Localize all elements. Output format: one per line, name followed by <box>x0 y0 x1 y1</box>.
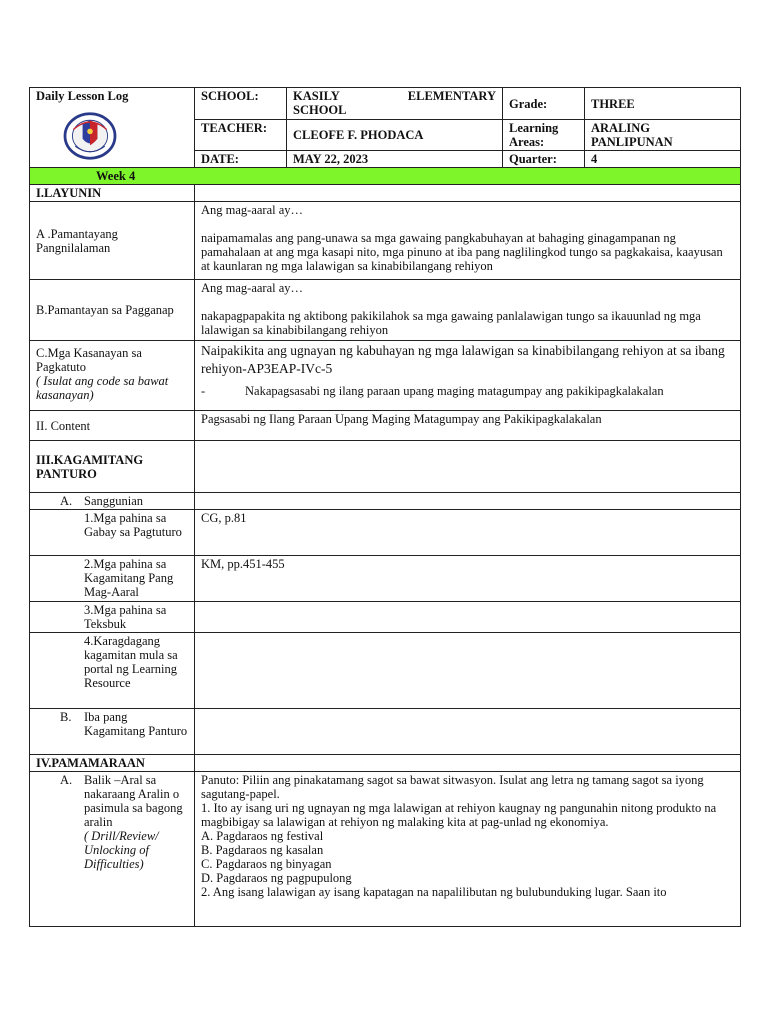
layunin-heading: I.LAYUNIN <box>30 185 195 202</box>
document-title: Daily Lesson Log <box>36 89 129 103</box>
karagdagang-kagamitan-value <box>195 633 741 709</box>
school-word-1: KASILY <box>293 89 340 103</box>
balik-aral-label: Balik –Aral sa nakaraang Aralin o pasimula sa bagong aralin <box>84 773 183 829</box>
content-value: Pagsasabi ng Ilang Paraan Upang Maging Matagumpay ang Pakikipagkalakalan <box>195 411 741 441</box>
gabay-value: CG, p.81 <box>195 510 741 556</box>
pamantayang-pangnilalaman-label: A .Pamantayang Pangnilalaman <box>30 202 195 280</box>
pamamaraan-empty <box>195 755 741 772</box>
daily-lesson-log-table <box>29 87 741 927</box>
content-label: II. Content <box>30 411 195 441</box>
date-value: MAY 22, 2023 <box>287 151 503 168</box>
teacher-value: CLEOFE F. PHODACA <box>287 120 503 151</box>
balik-aral-note: ( Drill/Review/ Unlocking of Difficulties) <box>84 829 159 871</box>
week-label: Week 4 <box>96 169 136 183</box>
school-value <box>287 88 503 120</box>
teksbuk-label: 3.Mga pahina sa Teksbuk <box>30 602 195 633</box>
school-word-3: SCHOOL <box>293 103 347 117</box>
date-label: DATE: <box>195 151 287 168</box>
sanggunian-num: A. <box>60 494 73 508</box>
balik-aral-num: A. <box>60 773 73 787</box>
pagganap-intro: Ang mag-aaral ay… <box>201 281 304 295</box>
question-2: 2. Ang isang lalawigan ay isang kapatagan na napalilibutan ng bulubunduking lugar. Saan ito <box>201 885 667 899</box>
grade-label: Grade: <box>503 88 585 120</box>
kagamitan-heading: III.KAGAMITANG PANTURO <box>30 441 195 493</box>
kagamitan-empty <box>195 441 741 493</box>
iba-pang-num: B. <box>60 710 72 724</box>
learning-value-line-1: ARALING <box>591 121 651 135</box>
iba-pang-text: Iba pang Kagamitang Panturo <box>84 710 188 738</box>
pangnilalaman-intro: Ang mag-aaral ay… <box>201 203 304 217</box>
grade-value: THREE <box>585 88 741 120</box>
kagamitang-pang-mag-aaral-label: 2.Mga pahina sa Kagamitang Pang Mag-Aaral <box>30 556 195 602</box>
question-1: 1. Ito ay isang uri ng ugnayan ng mga lalawigan at rehiyon kaugnay ng pangunahin nitong produkto na magbibigay sa lalawigan at rehiyon ng malaking kita at pag-unlad ng ekonomiya. <box>201 801 717 829</box>
option-a: A. Pagdaraos ng festival <box>201 829 324 843</box>
karagdagang-kagamitan-label: 4.Karagdagang kagamitan mula sa portal ng Learning Resource <box>30 633 195 709</box>
balik-aral-label-cell <box>30 772 195 927</box>
gabay-label: 1.Mga pahina sa Gabay sa Pagtuturo <box>30 510 195 556</box>
deped-seal-icon <box>62 111 118 161</box>
school-label: SCHOOL: <box>195 88 287 120</box>
option-d: D. Pagdaraos ng pagpupulong <box>201 871 352 885</box>
title-cell <box>30 88 195 168</box>
panuto-text: Panuto: Piliin ang pinakatamang sagot sa bawat sitwasyon. Isulat ang letra ng tamang sagot sa iyong sagutang-papel. <box>201 773 704 801</box>
kasanayan-note: ( Isulat ang code sa bawat kasanayan) <box>36 374 169 402</box>
pagganap-text: nakapagpapakita ng aktibong pakikilahok sa mga gawaing panlalawigan tungo sa ikauunlad ng mga lalawigan sa kinabibilangang rehiyon <box>201 309 701 337</box>
week-banner <box>30 168 741 185</box>
kasanayan-bullet: - <box>201 384 206 398</box>
school-word-2: ELEMENTARY <box>407 89 496 103</box>
learning-areas-value <box>585 120 741 151</box>
iba-pang-kagamitan-label <box>30 709 195 755</box>
sanggunian-empty <box>195 493 741 510</box>
kasanayan-label-cell <box>30 341 195 411</box>
kasanayan-text: Naipakikita ang ugnayan ng kabuhayan ng mga lalawigan sa kinabibilangang rehiyon at sa ibang rehiyon-AP3EAP-IVc-5 <box>201 343 725 376</box>
option-c: C. Pagdaraos ng binyagan <box>201 857 332 871</box>
layunin-empty <box>195 185 741 202</box>
teacher-label: TEACHER: <box>195 120 287 151</box>
kasanayan-label: C.Mga Kasanayan sa Pagkatuto <box>36 346 142 374</box>
pangnilalaman-text: naipamamalas ang pang-unawa sa mga gawaing pangkabuhayan at bahaging ginagampanan ng pamahalaan at ang mga kasapi nito, mga pinuno at iba pang naglilingkod tungo sa pagkakaisa, kaayusan at kaunlaran ng mga lalawigan sa kinabibilangang rehiyon <box>201 231 723 273</box>
balik-aral-value <box>195 772 741 927</box>
pamantayang-pangnilalaman-value <box>195 202 741 280</box>
quarter-value: 4 <box>585 151 741 168</box>
pamamaraan-heading: IV.PAMAMARAAN <box>30 755 195 772</box>
kasanayan-sub: Nakapagsasabi ng ilang paraan upang maging matagumpay ang pakikipagkalakalan <box>245 384 664 398</box>
pamantayan-pagganap-value <box>195 280 741 341</box>
pamantayan-pagganap-label: B.Pamantayan sa Pagganap <box>30 280 195 341</box>
learning-value-line-2: PANLIPUNAN <box>591 135 673 149</box>
iba-pang-kagamitan-value <box>195 709 741 755</box>
kasanayan-value <box>195 341 741 411</box>
learning-label-line-1: Learning <box>509 121 559 135</box>
option-b: B. Pagdaraos ng kasalan <box>201 843 324 857</box>
sanggunian-label <box>30 493 195 510</box>
learning-label-line-2: Areas: <box>509 135 545 149</box>
kagamitang-pang-mag-aaral-value: KM, pp.451-455 <box>195 556 741 602</box>
quarter-label: Quarter: <box>503 151 585 168</box>
teksbuk-value <box>195 602 741 633</box>
sanggunian-text: Sanggunian <box>84 494 144 508</box>
learning-areas-label <box>503 120 585 151</box>
